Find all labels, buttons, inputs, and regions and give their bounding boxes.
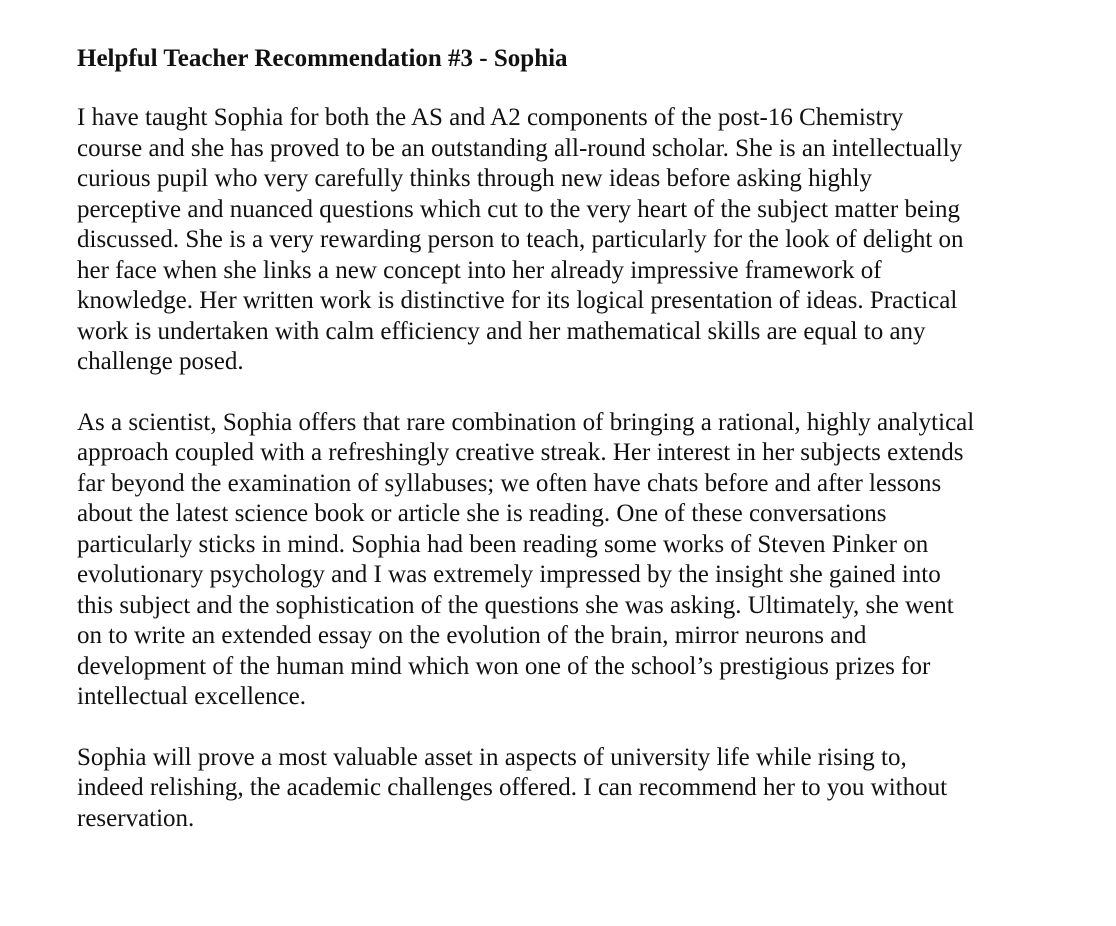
paragraph-line: intellectual excellence. bbox=[77, 683, 307, 710]
paragraph-line: knowledge. Her written work is distinctive for its logical presentation of ideas. Practical bbox=[77, 287, 958, 314]
paragraph-line: curious pupil who very carefully thinks through new ideas before asking highly bbox=[77, 165, 872, 192]
paragraph-line: far beyond the examination of syllabuses; we often have chats before and after lessons bbox=[77, 469, 942, 497]
document-title: Helpful Teacher Recommendation #3 - Sophia bbox=[77, 45, 568, 72]
paragraph-line: indeed relishing, the academic challenges offered. I can recommend her to you without bbox=[77, 774, 948, 801]
paragraph-line: on to write an extended essay on the evolution of the brain, mirror neurons and bbox=[77, 622, 867, 649]
paragraph-line: work is undertaken with calm efficiency and her mathematical skills are equal to any bbox=[77, 317, 926, 345]
paragraph-line: this subject and the sophistication of the questions she was asking. Ultimately, she went bbox=[77, 591, 954, 619]
paragraph-3 bbox=[77, 743, 1047, 835]
paragraph-line: Sophia will prove a most valuable asset in aspects of university life while rising to, bbox=[77, 743, 907, 771]
paragraph-line: development of the human mind which won one of the school’s prestigious prizes for bbox=[77, 652, 931, 680]
paragraph-2 bbox=[77, 408, 1047, 713]
paragraph-line: As a scientist, Sophia offers that rare combination of bringing a rational, highly analytical bbox=[77, 408, 975, 436]
paragraph-line: approach coupled with a refreshingly creative streak. Her interest in her subjects extends bbox=[77, 439, 964, 466]
paragraph-line: evolutionary psychology and I was extremely impressed by the insight she gained into bbox=[77, 561, 941, 588]
paragraph-1 bbox=[77, 103, 1047, 378]
paragraph-line: perceptive and nuanced questions which cut to the very heart of the subject matter being bbox=[77, 195, 961, 223]
document-page bbox=[77, 42, 1047, 864]
paragraph-line: particularly sticks in mind. Sophia had been reading some works of Steven Pinker on bbox=[77, 530, 929, 558]
paragraph-line: her face when she links a new concept into her already impressive framework of bbox=[77, 256, 882, 284]
paragraph-line: I have taught Sophia for both the AS and A2 components of the post-16 Chemistry bbox=[77, 104, 904, 131]
paragraph-line: about the latest science book or article she is reading. One of these conversations bbox=[77, 500, 887, 527]
paragraph-line: challenge posed. bbox=[77, 348, 244, 375]
paragraph-line: reservation. bbox=[77, 804, 195, 832]
paragraph-line: discussed. She is a very rewarding person to teach, particularly for the look of delight on bbox=[77, 226, 964, 253]
paragraph-line: course and she has proved to be an outstanding all-round scholar. She is an intellectually bbox=[77, 134, 963, 162]
